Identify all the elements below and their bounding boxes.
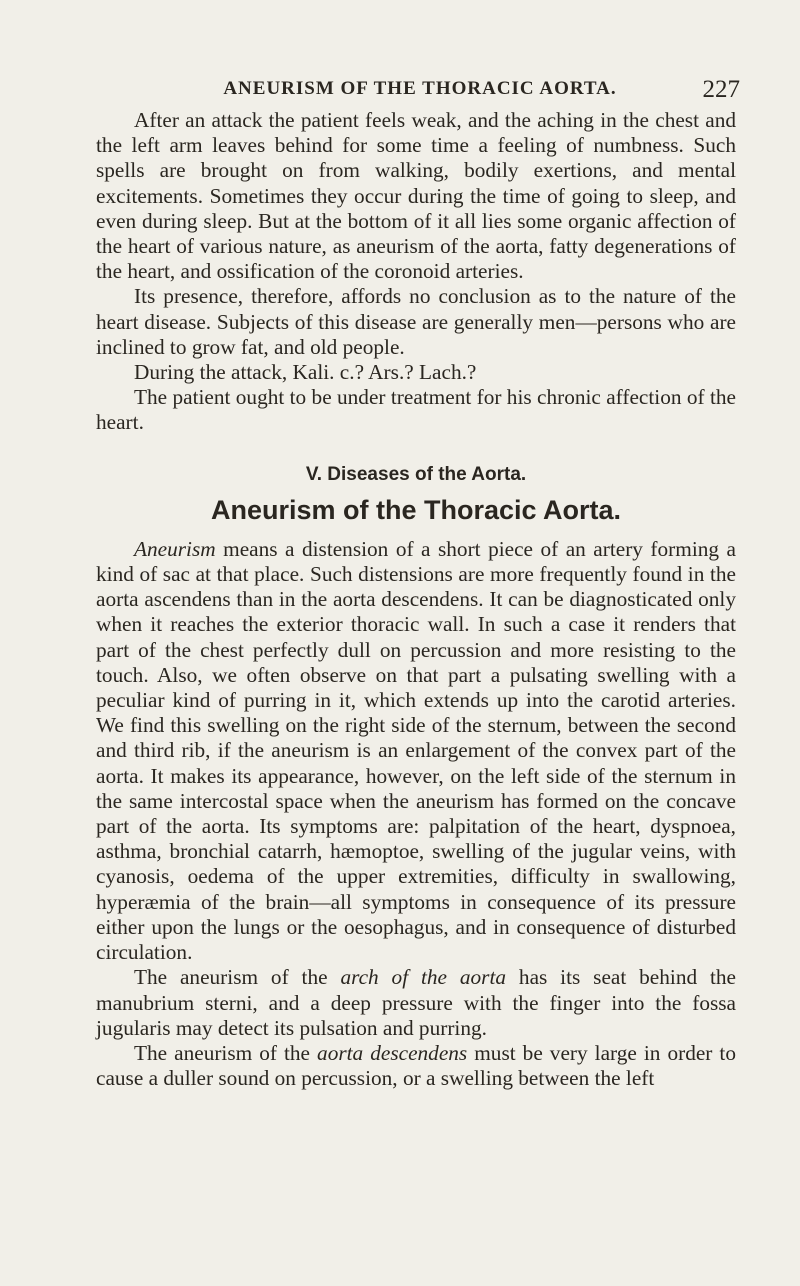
paragraph: During the attack, Kali. c.? Ars.? Lach.? xyxy=(134,360,477,385)
italic-term: arch of the aorta xyxy=(340,965,507,990)
italic-term: aorta descendens xyxy=(317,1040,468,1065)
paragraph-text: means a distension of a short piece of an artery forming a kind of sac at that place. Such distensions are more frequently found in the aorta ascendens than in the aorta descendens. It can be diagnosticated only when it reaches the exterior thoracic wall. In such a case it renders that part of the chest perfectly dull on percussion and more resisting to the touch. Also, we often observe on that part a pulsating swelling with a peculiar kind of purring in it, which extends up into the carotid arteries. We find this swelling on the right side of the sternum, between the second and third rib, if the aneurism is an enlargement of the convex part of the aorta. It makes its appearance, however, on the left side of the sternum in the same intercostal space when the aneurism has formed on the concave part of the aorta. Its symptoms are: palpitation of the heart, dyspnoea, asthma, bronchial catarrh, hæmoptoe, swelling of the jugular veins, with cyanosis, oedema of the upper extremities, difficulty in swallowing, hyperæmia of the brain—all symptoms in consequence of its pressure either upon the lungs or the oesophagus, and in consequence of disturbed circulation. xyxy=(96,536,736,965)
page-number: 227 xyxy=(702,76,740,103)
page-body xyxy=(96,108,736,1091)
paragraph-text: must be very large in order to cause a duller sound on percussion, or a swelling between the left xyxy=(96,1040,736,1091)
paragraph: Its presence, therefore, affords no conclusion as to the nature of the heart disease. Subjects of this disease are generally men—persons who are inclined to grow fat, and old people. xyxy=(96,284,736,359)
section-heading: V. Diseases of the Aorta. xyxy=(305,463,527,485)
paragraph: After an attack the patient feels weak, and the aching in the chest and the left arm leaves behind for some time a feeling of numbness. Such spells are brought on from walking, bodily exertions, and mental excitements. Sometimes they occur during the time of going to sleep, and even during sleep. But at the bottom of it all lies some organic affection of the heart of various nature, as aneurism of the aorta, fatty degenerations of the heart, and ossification of the coronoid arteries. xyxy=(96,108,736,284)
paragraph-text: The aneurism of the xyxy=(134,1040,318,1065)
paragraph-text: has its seat behind the manubrium sterni, and a deep pressure with the finger into the fossa jugularis may detect its pulsation and purring. xyxy=(96,965,737,1040)
paragraph-text: The aneurism of the xyxy=(134,965,341,990)
paragraph xyxy=(96,537,736,965)
italic-term: Aneurism xyxy=(134,536,216,561)
chapter-title: Aneurism of the Thoracic Aorta. xyxy=(210,494,622,525)
paragraph xyxy=(96,965,736,1041)
page-header xyxy=(100,78,740,104)
paragraph: The patient ought to be under treatment for his chronic affection of the heart. xyxy=(96,385,736,435)
running-head: ANEURISM OF THE THORACIC AORTA. xyxy=(223,78,617,99)
paragraph xyxy=(96,1041,736,1091)
